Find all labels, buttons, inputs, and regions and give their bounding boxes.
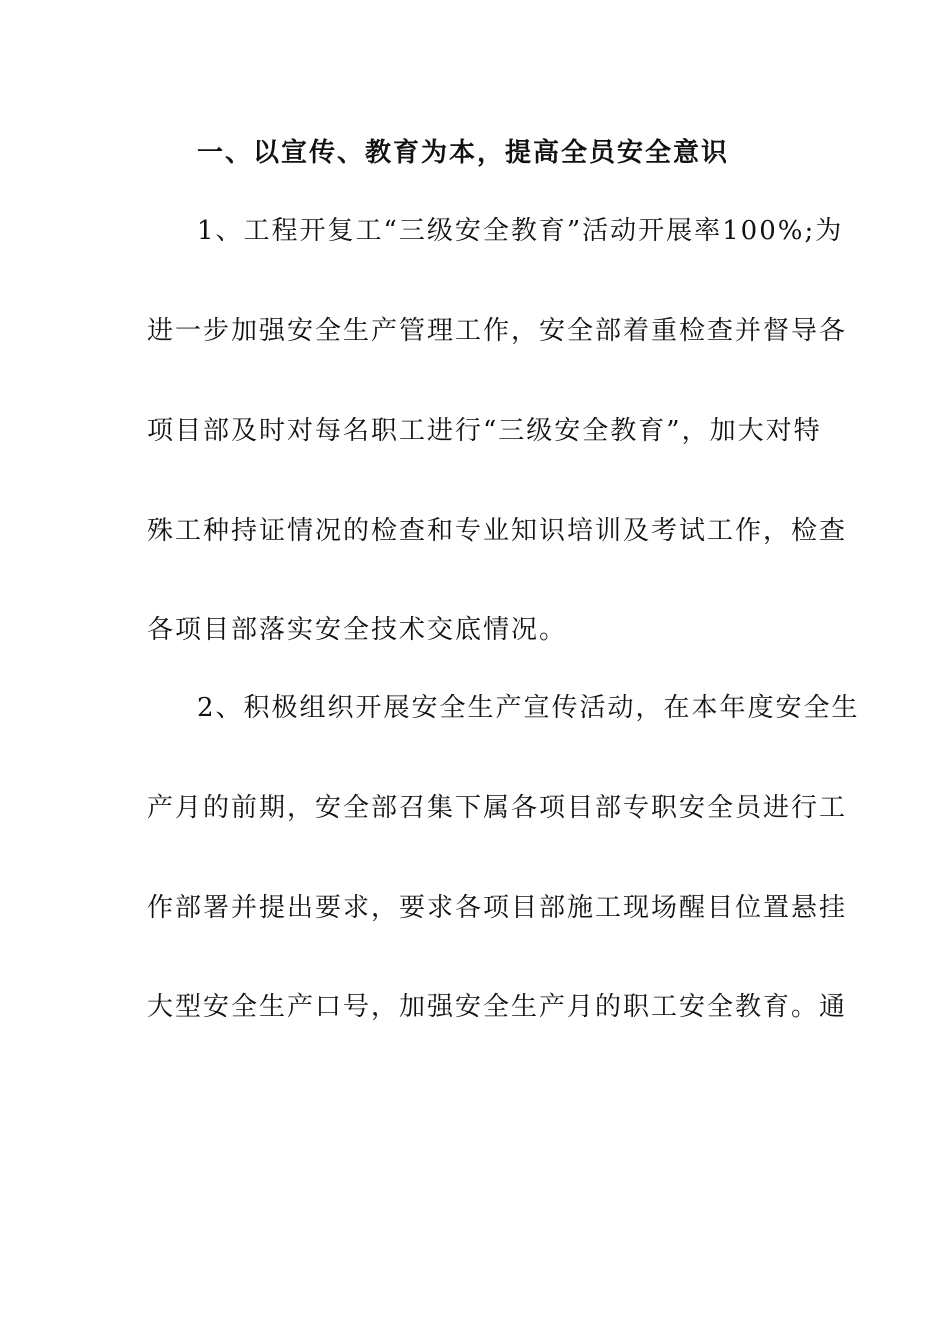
paragraph-1-line-1: 1、工程开复工“三级安全教育”活动开展率100%;为: [197, 216, 844, 246]
paragraph-2-line-2: 产月的前期，安全部召集下属各项目部专职安全员进行工: [147, 793, 848, 823]
paragraph-1-line-4: 殊工种持证情况的检查和专业知识培训及考试工作，检查: [147, 516, 848, 546]
paragraph-2-line-3: 作部署并提出要求，要求各项目部施工现场醒目位置悬挂: [147, 893, 848, 923]
paragraph-2-line-1: 2、积极组织开展安全生产宣传活动，在本年度安全生: [197, 693, 860, 723]
section-heading: 一、以宣传、教育为本，提高全员安全意识: [197, 138, 730, 168]
paragraph-1-line-2: 进一步加强安全生产管理工作，安全部着重检查并督导各: [147, 316, 848, 346]
paragraph-2-line-4: 大型安全生产口号，加强安全生产月的职工安全教育。通: [147, 992, 848, 1022]
paragraph-1-line-3: 项目部及时对每名职工进行“三级安全教育”，加大对特: [147, 416, 822, 446]
paragraph-1-line-5: 各项目部落实安全技术交底情况。: [147, 615, 568, 645]
